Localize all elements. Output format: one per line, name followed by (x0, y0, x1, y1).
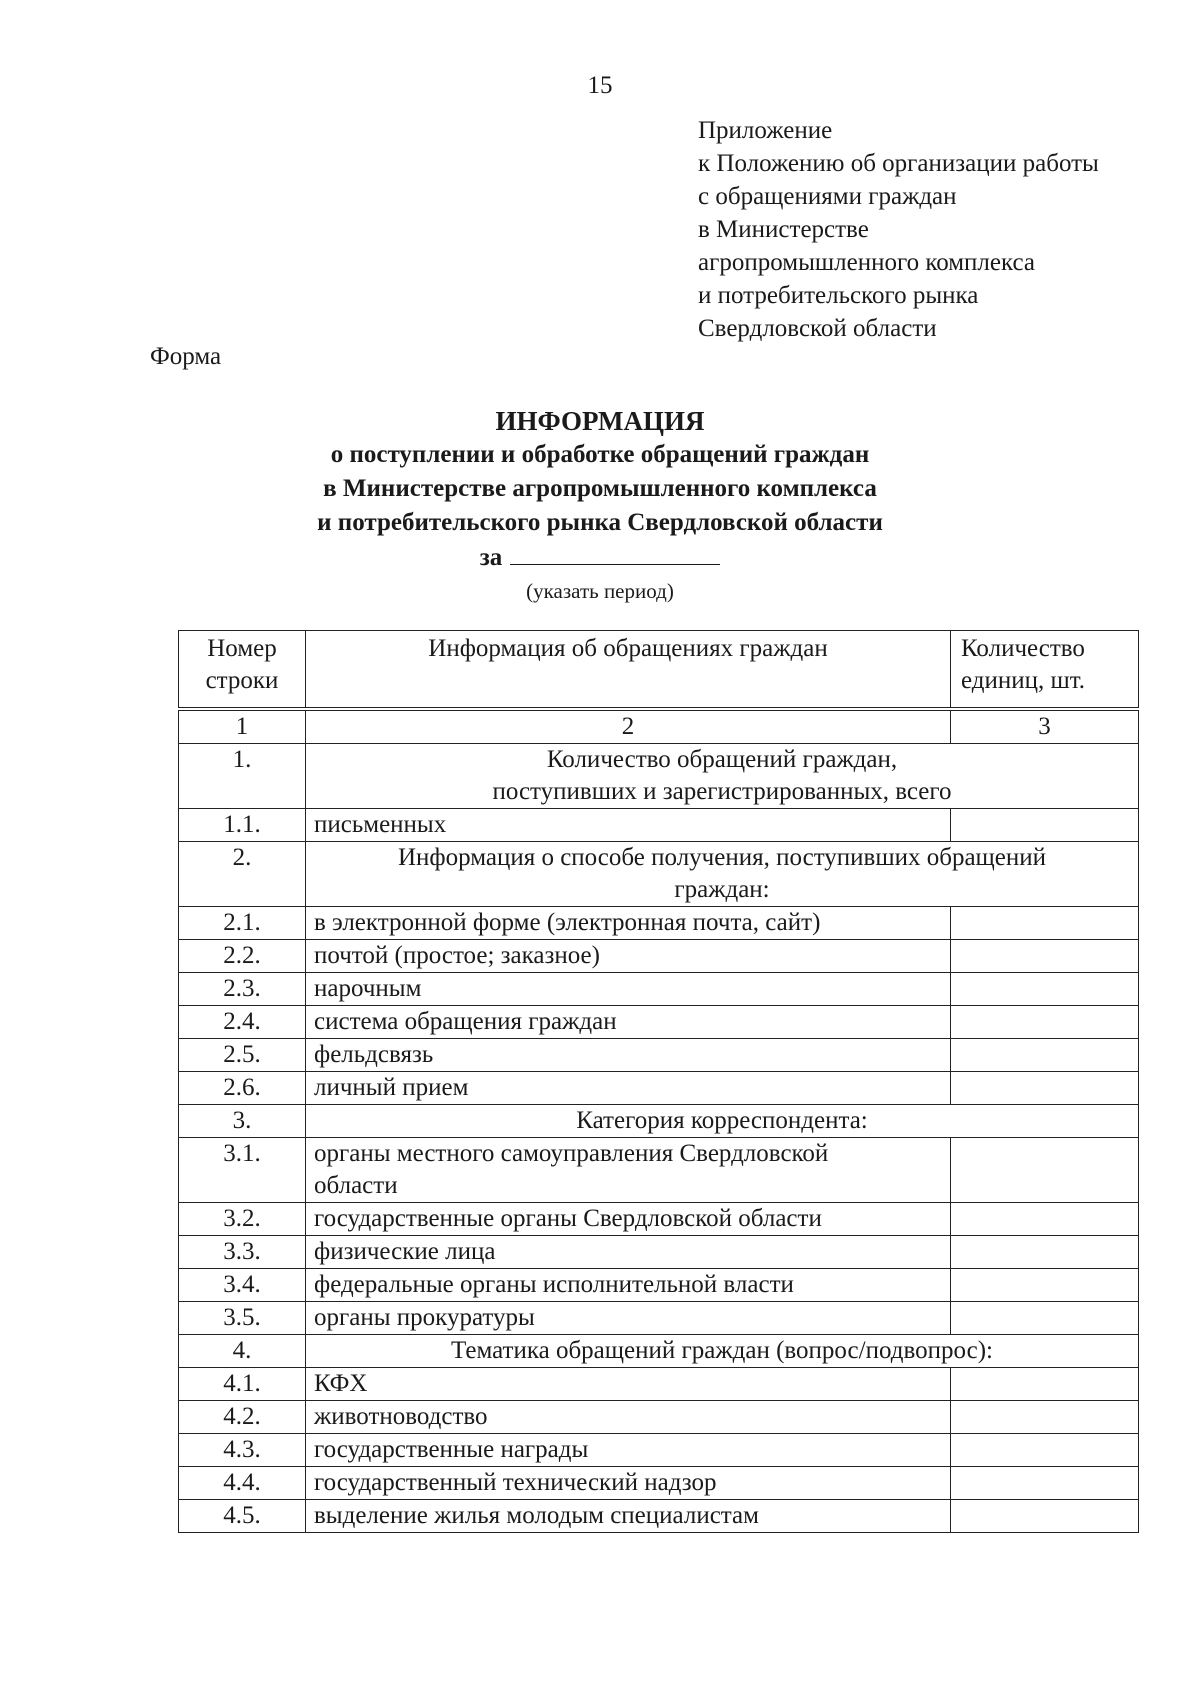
table-row (179, 809, 1139, 842)
table-row (179, 1105, 1139, 1138)
quantity-cell[interactable] (951, 809, 1139, 842)
appendix-line: в Министерстве (698, 216, 869, 243)
row-text-line: животноводство (314, 1403, 488, 1430)
row-text-line: Категория корреспондента: (576, 1107, 868, 1134)
quantity-cell[interactable] (951, 1500, 1139, 1533)
appendix-line: Приложение (698, 117, 833, 144)
table-row (179, 1500, 1139, 1533)
table-row (179, 842, 1139, 907)
row-number: 4.1. (179, 1368, 306, 1401)
row-number: 3.1. (179, 1138, 306, 1203)
row-text-line: федеральные органы исполнительной власти (314, 1271, 794, 1298)
quantity-cell[interactable] (951, 1467, 1139, 1500)
row-number: 3.2. (179, 1203, 306, 1236)
quantity-cell[interactable] (951, 907, 1139, 940)
row-number: 2. (179, 842, 306, 907)
quantity-cell[interactable] (951, 1236, 1139, 1269)
index-cell: 2 (306, 709, 951, 744)
row-number: 2.3. (179, 973, 306, 1006)
quantity-cell[interactable] (951, 1039, 1139, 1072)
quantity-cell[interactable] (951, 1302, 1139, 1335)
row-number: 2.4. (179, 1006, 306, 1039)
quantity-cell[interactable] (951, 973, 1139, 1006)
table-row (179, 907, 1139, 940)
row-text-line: в электронной форме (электронная почта, сайт) (314, 909, 821, 936)
row-text-line: нарочным (314, 975, 422, 1002)
table-index-row (179, 709, 1139, 744)
row-number: 1.1. (179, 809, 306, 842)
row-text (306, 1039, 951, 1072)
index-cell: 3 (951, 709, 1139, 744)
row-number: 3.5. (179, 1302, 306, 1335)
table-row (179, 1269, 1139, 1302)
section-title (306, 1105, 1139, 1138)
row-number: 4.3. (179, 1434, 306, 1467)
quantity-cell[interactable] (951, 1269, 1139, 1302)
row-text (306, 1236, 951, 1269)
page-number: 15 (587, 72, 613, 99)
table-row (179, 1467, 1139, 1500)
title-line: о поступлении и обработке обращений граждан (330, 441, 870, 468)
period-blank (510, 542, 720, 565)
row-text (306, 973, 951, 1006)
form-label: Форма (150, 343, 222, 370)
row-text-line: граждан: (674, 876, 770, 903)
row-text-line: государственные органы Свердловской области (314, 1205, 822, 1232)
row-number: 2.1. (179, 907, 306, 940)
table-header-row (179, 631, 1139, 710)
quantity-cell[interactable] (951, 940, 1139, 973)
quantity-cell[interactable] (951, 1072, 1139, 1105)
row-text (306, 1203, 951, 1236)
table-row (179, 940, 1139, 973)
row-text-line: фельдсвязь (314, 1041, 434, 1068)
header-text: Номер (207, 635, 277, 662)
appendix-line: Свердловской области (698, 315, 937, 342)
row-text (306, 1368, 951, 1401)
row-text (306, 1269, 951, 1302)
row-text-line: физические лица (314, 1238, 496, 1265)
appendix-line: агропромышленного комплекса (698, 249, 1036, 276)
row-number: 4.4. (179, 1467, 306, 1500)
table-row (179, 1006, 1139, 1039)
quantity-cell[interactable] (951, 1006, 1139, 1039)
table-row (179, 1368, 1139, 1401)
appendix-line: и потребительского рынка (698, 282, 979, 309)
row-text (306, 809, 951, 842)
row-number: 2.5. (179, 1039, 306, 1072)
row-text-line: личный прием (314, 1074, 469, 1101)
header-row-number (179, 631, 306, 710)
header-quantity (951, 631, 1139, 710)
quantity-cell[interactable] (951, 1138, 1139, 1203)
row-text-line: Количество обращений граждан, (546, 746, 898, 773)
table-row (179, 1302, 1139, 1335)
period-hint: (указать период) (526, 579, 674, 603)
row-text-line: государственные награды (314, 1436, 589, 1463)
row-text-line: государственный технический надзор (314, 1469, 717, 1496)
row-text-line: Информация о способе получения, поступивших обращений (397, 844, 1047, 871)
period-prefix: за (479, 544, 503, 571)
row-text (306, 1302, 951, 1335)
quantity-cell[interactable] (951, 1401, 1139, 1434)
appendix-line: с обращениями граждан (698, 183, 957, 210)
table-row (179, 1335, 1139, 1368)
table-row (179, 1401, 1139, 1434)
section-title (306, 1335, 1139, 1368)
row-number: 4.2. (179, 1401, 306, 1434)
row-text-line: почтой (простое; заказное) (314, 942, 600, 969)
row-text (306, 907, 951, 940)
row-text-line: органы прокуратуры (314, 1304, 535, 1331)
title-main: ИНФОРМАЦИЯ (495, 406, 705, 436)
row-text (306, 940, 951, 973)
quantity-cell[interactable] (951, 1203, 1139, 1236)
row-text-line: поступивших и зарегистрированных, всего (492, 778, 952, 805)
row-text (306, 1072, 951, 1105)
header-text: единиц, шт. (961, 667, 1086, 694)
report-table (178, 630, 1139, 1533)
row-number: 3. (179, 1105, 306, 1138)
table-row (179, 1072, 1139, 1105)
row-text-line: КФХ (314, 1370, 368, 1397)
row-number: 1. (179, 744, 306, 809)
row-text-line: области (314, 1172, 398, 1199)
table-row (179, 744, 1139, 809)
row-number: 4. (179, 1335, 306, 1368)
row-text-line: органы местного самоуправления Свердловской (314, 1140, 829, 1167)
section-title (306, 842, 1139, 907)
row-text (306, 1006, 951, 1039)
row-number: 2.6. (179, 1072, 306, 1105)
row-text (306, 1401, 951, 1434)
period-line (0, 542, 1200, 574)
header-text: строки (205, 667, 279, 694)
row-text-line: выделение жилья молодым специалистам (314, 1502, 759, 1529)
appendix-line: к Положению об организации работы (698, 150, 1099, 177)
row-number: 3.4. (179, 1269, 306, 1302)
title-line: и потребительского рынка Свердловской области (317, 509, 883, 536)
table-row (179, 1138, 1139, 1203)
title-line: в Министерстве агропромышленного комплекса (323, 475, 877, 502)
table-row (179, 1039, 1139, 1072)
table-row (179, 1236, 1139, 1269)
table-row (179, 1203, 1139, 1236)
row-text-line: система обращения граждан (314, 1008, 617, 1035)
section-title (306, 744, 1139, 809)
table-row (179, 1434, 1139, 1467)
row-text (306, 1434, 951, 1467)
quantity-cell[interactable] (951, 1368, 1139, 1401)
document-title (0, 404, 1200, 604)
index-cell: 1 (179, 709, 306, 744)
row-number: 4.5. (179, 1500, 306, 1533)
row-text (306, 1500, 951, 1533)
row-number: 2.2. (179, 940, 306, 973)
row-text (306, 1467, 951, 1500)
row-number: 3.3. (179, 1236, 306, 1269)
row-text-line: письменных (314, 811, 447, 838)
quantity-cell[interactable] (951, 1434, 1139, 1467)
appendix-block (698, 114, 1099, 345)
header-text: Количество (961, 635, 1085, 662)
row-text-line: Тематика обращений граждан (вопрос/подвопрос): (451, 1337, 993, 1364)
table-row (179, 973, 1139, 1006)
header-info: Информация об обращениях граждан (306, 631, 951, 710)
row-text (306, 1138, 951, 1203)
